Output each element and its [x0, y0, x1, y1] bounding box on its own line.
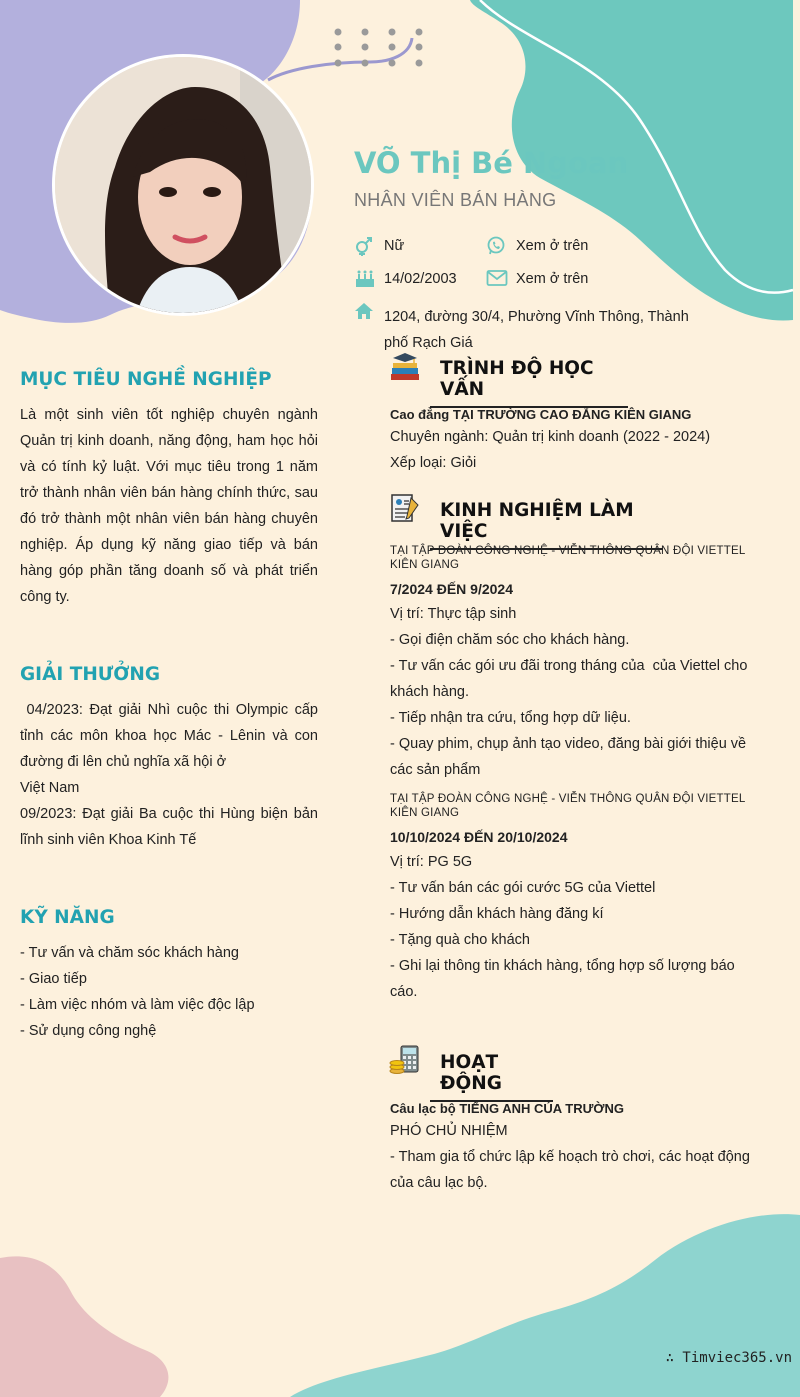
skill-item: - Sử dụng công nghệ [20, 1023, 157, 1039]
job-line: - Ghi lại thông tin khách hàng, tổng hợp số lượng báo [390, 958, 735, 974]
job-line: - Tư vấn các gói ưu đãi trong tháng của của Viettel cho [390, 658, 748, 674]
calculator-coins-icon [389, 1044, 421, 1076]
contact-address [354, 302, 714, 352]
skill-item: - Tư vấn và chăm sóc khách hàng [20, 945, 239, 961]
experience-job-2 [390, 792, 780, 1005]
career-goal-text [20, 402, 318, 610]
contact-gender [354, 236, 474, 256]
contact-birthday [354, 269, 479, 289]
pink-blob [0, 1256, 168, 1397]
phone-icon [486, 236, 506, 256]
job-line: cáo. [390, 984, 418, 1000]
email-value: Xem ở trên [516, 271, 589, 287]
activity-org: Câu lạc bộ TIẾNG ANH CỦA TRƯỜNG [390, 1101, 624, 1116]
contact-email [486, 269, 616, 289]
education-rank: Xếp loại: Giỏi [390, 455, 477, 471]
activity-line: - Tham gia tổ chức lập kế hoạch trò chơi, các hoạt động [390, 1149, 750, 1165]
job-line: - Gọi điện chăm sóc cho khách hàng. [390, 632, 630, 648]
activities-content [390, 1100, 780, 1196]
full-name: VÕ Thị Bé Ngoan [354, 146, 629, 180]
skill-item: - Giao tiếp [20, 971, 87, 987]
career-goal-line: Là một sinh viên tốt nghiệp chuyên ngành [20, 407, 318, 423]
activity-role: PHÓ CHỦ NHIỆM [390, 1123, 508, 1139]
career-goal-line: Quản trị kinh doanh, năng động, ham học hỏi [20, 433, 318, 449]
job-title: NHÂN VIÊN BÁN HÀNG [354, 190, 557, 210]
books-icon [389, 350, 421, 382]
gender-icon [354, 236, 374, 256]
job-company-line: KIÊN GIANG [390, 807, 460, 819]
home-icon [354, 302, 374, 320]
address-line-1: 1204, đường 30/4, Phường Vĩnh Thông, Thành [384, 309, 689, 325]
activities-title: HOẠT ĐỘNG [430, 1052, 553, 1102]
contact-phone [486, 236, 616, 256]
career-goal-line: trở thành nhân viên bán hàng chính thức, sau [20, 485, 318, 501]
phone-value: Xem ở trên [516, 238, 589, 254]
job-line: khách hàng. [390, 684, 470, 700]
award-line: 04/2023: Đạt giải Nhì cuộc thi Olympic cấp [20, 702, 318, 718]
job-company-line: KIÊN GIANG [390, 559, 460, 571]
job-line: - Tư vấn bán các gói cước 5G của Viettel [390, 880, 656, 896]
skill-item: - Làm việc nhóm và làm việc độc lập [20, 997, 255, 1013]
profile-photo [52, 54, 314, 316]
award-line: tỉnh các môn khoa học Mác - Lênin và con [20, 728, 318, 744]
job-line: - Tặng quà cho khách [390, 932, 530, 948]
award-line: lĩnh sinh viên Khoa Kinh Tế [20, 832, 197, 848]
awards-text [20, 697, 318, 853]
skills-list [20, 940, 318, 1044]
experience-title: KINH NGHIỆM LÀM VIỆC [430, 500, 663, 550]
award-line: Việt Nam [20, 780, 80, 796]
education-school: Cao đẳng TẠI TRƯỜNG CAO ĐẲNG KIÊN GIANG [390, 407, 692, 422]
job-line: - Quay phim, chụp ảnh tạo video, đăng bài giới thiệu về [390, 736, 747, 752]
career-goal-title: MỤC TIÊU NGHỀ NGHIỆP [20, 369, 272, 390]
job-period: 10/10/2024 ĐẾN 20/10/2024 [390, 829, 568, 845]
award-line: 09/2023: Đạt giải Ba cuộc thi Hùng biện bản [20, 806, 318, 822]
job-line: - Hướng dẫn khách hàng đăng kí [390, 906, 604, 922]
job-company-line: TẠI TẬP ĐOÀN CÔNG NGHỆ - VIỄN THÔNG QUÂN ĐỘI VIETTEL [390, 545, 746, 557]
birthday-cake-icon [354, 269, 376, 289]
career-goal-line: đó trở thành một nhân viên bán hàng chuyên [20, 511, 318, 527]
career-goal-line: công ty. [20, 589, 70, 605]
watermark-brand: ∴ Timviec365.vn [665, 1350, 792, 1366]
email-icon [486, 269, 508, 287]
education-title: TRÌNH ĐỘ HỌC VẤN [430, 358, 628, 408]
experience-job-1 [390, 544, 780, 783]
skills-title: KỸ NĂNG [20, 907, 115, 928]
job-period: 7/2024 ĐẾN 9/2024 [390, 581, 513, 597]
career-goal-line: và có tính kỷ luật. Với mục tiêu trong 1 năm [20, 459, 318, 475]
job-company-line: TẠI TẬP ĐOÀN CÔNG NGHỆ - VIỄN THÔNG QUÂN ĐỘI VIETTEL [390, 793, 746, 805]
activity-line: của câu lạc bộ. [390, 1175, 488, 1191]
job-line: các sản phẩm [390, 762, 481, 778]
resume-icon [389, 492, 421, 524]
education-content [390, 406, 780, 476]
career-goal-line: hàng góp phần tăng doanh số và phát triển [20, 563, 318, 579]
awards-title: GIẢI THƯỞNG [20, 664, 161, 685]
award-line: đường đi lên chủ nghĩa xã hội ở [20, 754, 227, 770]
education-major: Chuyên ngành: Quản trị kinh doanh (2022 - 2024) [390, 429, 711, 445]
career-goal-line: nghiệp. Áp dụng kỹ năng giao tiếp và bán [20, 537, 318, 553]
address-line-2: phố Rạch Giá [384, 335, 473, 351]
job-line: Vị trí: PG 5G [390, 854, 473, 870]
portrait-illustration [55, 57, 314, 316]
job-line: Vị trí: Thực tập sinh [390, 606, 517, 622]
job-line: - Tiếp nhận tra cứu, tổng hợp dữ liệu. [390, 710, 631, 726]
teal-bottom-blob [290, 1214, 800, 1397]
gender-value: Nữ [384, 238, 405, 254]
birthday-value: 14/02/2003 [384, 271, 457, 287]
